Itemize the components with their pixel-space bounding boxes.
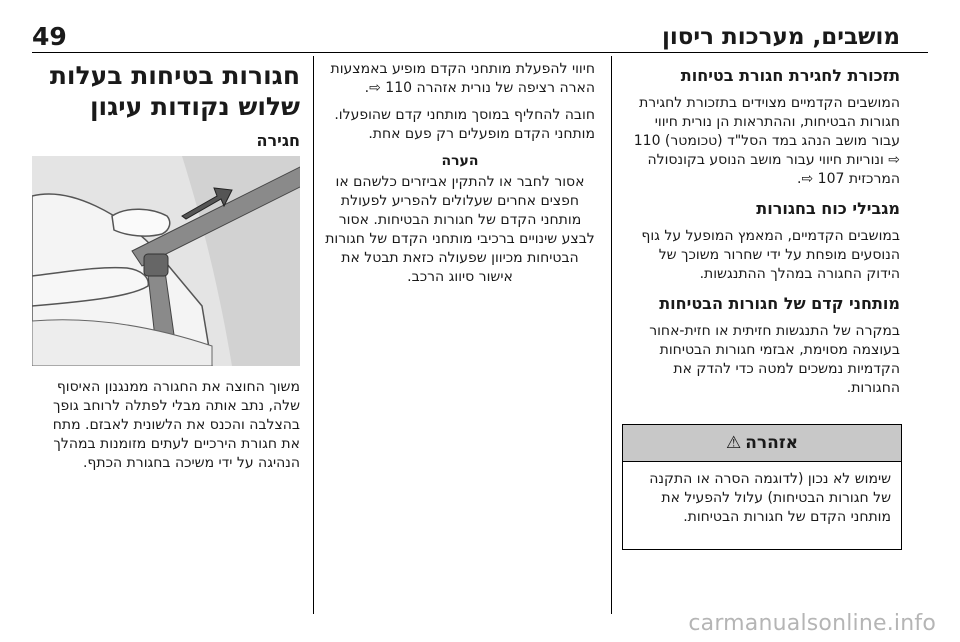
warning-header: [623, 425, 901, 462]
middle-column: [325, 60, 595, 295]
pretensioners-heading: מותחני קדם של חגורות הבטיחות: [659, 294, 900, 313]
chapter-title: מושבים, מערכות ריסון: [661, 24, 900, 50]
pretensioners-text: במקרה של התנגשות חזיתית או חזית-אחור בעוצמה מסוימת, אבזמי חגורות הבטיחות הקדמיות נמשכים למטה כדי להדק את החגורות.: [649, 323, 900, 396]
warning-label: אזהרה: [745, 433, 799, 453]
note-title: הערה: [441, 153, 479, 169]
fastening-subheading: חגירה: [256, 131, 300, 150]
note-text: אסור לחבר או להתקין אביזרים כלשהם או חפצים אחרים שעלולים להפריע לפעולת מותחני הקדם של חגורות הבטיחות. אסור לבצע שינויים ברכיבי מותחני הקדם של חגורות הבטיחות מכיוון שפעולה כזאת תבטל את אישור סיווג הרכב.: [325, 174, 595, 285]
left-column-lower: [32, 378, 300, 481]
pretensioner-replace-text: חובה להחליף במוסך מותחני קדם שהופעלו. מותחני הקדם מופעלים רק פעם אחת.: [334, 107, 595, 142]
warning-triangle-icon: ⚠: [725, 433, 742, 453]
pretensioner-indicator-text: חיווי להפעלת מותחני הקדם מופיע באמצעות הארה רציפה של נורית אזהרה 110 ⇨.: [330, 61, 595, 96]
fastening-instructions: משוך החוצה את החגורה ממנגנון האיסוף שלה, נתב אותה מבלי לפתלה לרוחב גופך בהצלבה והכנס את הלשונית לאבזם. מתח את חגורת הירכיים לעתים מזומנות במהלך הנהיגה על ידי משיכה בחגורת הכתף.: [52, 379, 300, 471]
column-divider-left: [313, 56, 314, 614]
seatbelt-fastening-illustration: [32, 156, 300, 366]
three-point-belts-heading: חגורות בטיחות בעלות שלוש נקודות עיגון: [49, 61, 300, 121]
page-number: 49: [32, 22, 67, 51]
page-header: [32, 22, 900, 52]
warning-box: [622, 424, 902, 550]
reminder-heading: תזכורת לחגירת חגורת בטיחות: [680, 66, 900, 85]
force-limiters-heading: מגבילי כוח בחגורות: [756, 199, 900, 218]
reminder-text: המושבים הקדמיים מצוידים בתזכורת לחגירת חגורות הבטיחות, וההתראות הן נורית חיווי עבור מושב הנהג במד הסל"ד (טכומטר) 110 ⇨ ונוריות חיווי עבור מושב הנוסע בקונסולה המרכזית 107 ⇨.: [633, 95, 900, 187]
force-limiters-text: במושבים הקדמיים, המאמץ המופעל על גוף הנוסעים מופחת על ידי שחרור משוכך של הידוק החגורה במהלך ההתנגשות.: [641, 228, 900, 282]
left-column: [32, 60, 300, 158]
header-divider: [32, 52, 928, 53]
warning-text: שימוש לא נכון (לדוגמה הסרה או התקנה של חגורות הבטיחות) עלול להפעיל את מותחני הקדם של חגורות הבטיחות.: [649, 471, 891, 525]
right-column: [622, 60, 900, 406]
column-divider-right: [611, 56, 612, 614]
watermark: carmanualsonline.info: [688, 611, 936, 636]
